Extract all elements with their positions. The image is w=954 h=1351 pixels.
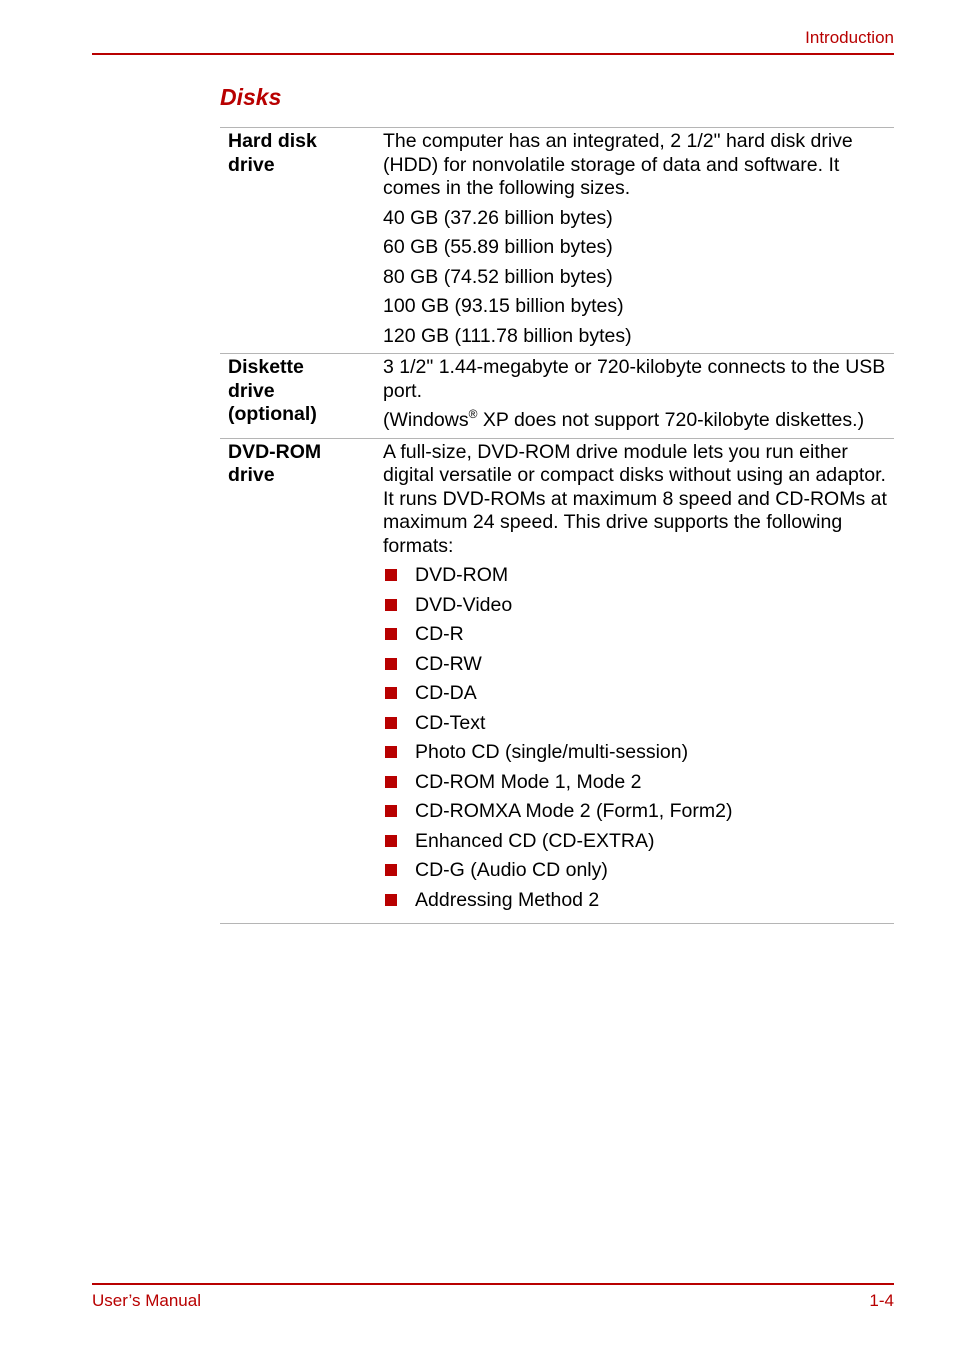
square-bullet-icon [385, 599, 397, 611]
list-item [383, 682, 894, 712]
square-bullet-icon [385, 835, 397, 847]
footer-rule [92, 1283, 894, 1285]
list-item-text: Enhanced CD (CD-EXTRA) [415, 829, 655, 852]
list-item [383, 623, 894, 653]
list-item-text: Addressing Method 2 [415, 888, 600, 911]
note-text: (Windows [383, 409, 469, 431]
row-label [220, 128, 383, 353]
list-item-text: CD-R [415, 623, 464, 645]
list-item [383, 859, 894, 889]
list-item [383, 771, 894, 801]
row-label-line: Hard disk [228, 130, 317, 152]
row-label-line: drive [228, 379, 275, 402]
note-text: XP does not support 720-kilobyte diskettes.) [477, 409, 865, 431]
list-item [383, 712, 894, 742]
list-item-text: Photo CD (single/multi-session) [415, 741, 689, 763]
row-label [220, 354, 383, 438]
description: A full-size, DVD-ROM drive module lets you run either digital versatile or compact disks without using an adaptor. It runs DVD-ROMs at maximum 8 speed and CD-ROMs at maximum 24 speed. This drive supports the following formats: [383, 440, 887, 557]
row-label-line: drive [228, 153, 275, 176]
size-option: 120 GB (111.78 billion bytes) [383, 324, 632, 347]
square-bullet-icon [385, 894, 397, 906]
square-bullet-icon [385, 776, 397, 788]
square-bullet-icon [385, 805, 397, 817]
description: The computer has an integrated, 2 1/2" hard disk drive (HDD) for nonvolatile storage of data and software. It comes in the following sizes. [383, 130, 853, 199]
list-item-text: DVD-Video [415, 593, 513, 616]
row-content [383, 439, 894, 924]
square-bullet-icon [385, 864, 397, 876]
description: 3 1/2" 1.44-megabyte or 720-kilobyte connects to the USB port. [383, 356, 886, 402]
manual-title: User’s Manual [92, 1291, 201, 1310]
square-bullet-icon [385, 746, 397, 758]
size-option: 60 GB (55.89 billion bytes) [383, 236, 613, 258]
table-row [220, 354, 894, 439]
row-label-line: (optional) [228, 403, 317, 425]
list-item [383, 594, 894, 624]
square-bullet-icon [385, 687, 397, 699]
size-option: 40 GB (37.26 billion bytes) [383, 206, 613, 229]
section-title: Disks [220, 84, 282, 110]
size-option: 100 GB (93.15 billion bytes) [383, 295, 624, 317]
running-header: Introduction [805, 28, 894, 47]
row-label-line: Diskette [228, 356, 304, 378]
list-item [383, 889, 894, 919]
row-label-line: drive [228, 464, 275, 486]
row-content [383, 354, 894, 438]
square-bullet-icon [385, 717, 397, 729]
list-item [383, 830, 894, 860]
list-item-text: CD-RW [415, 652, 482, 675]
windows-note [383, 409, 894, 433]
list-item [383, 564, 894, 594]
row-label [220, 439, 383, 924]
table-row [220, 128, 894, 354]
square-bullet-icon [385, 569, 397, 581]
table-row [220, 439, 894, 925]
disks-table [220, 127, 894, 924]
row-content [383, 128, 894, 353]
square-bullet-icon [385, 658, 397, 670]
list-item-text: CD-DA [415, 682, 477, 704]
list-item [383, 653, 894, 683]
square-bullet-icon [385, 628, 397, 640]
list-item-text: DVD-ROM [415, 564, 509, 586]
list-item [383, 800, 894, 830]
header-rule [92, 53, 894, 55]
format-list [383, 564, 894, 918]
row-label-line: DVD-ROM [228, 440, 322, 463]
list-item [383, 741, 894, 771]
list-item-text: CD-Text [415, 711, 486, 734]
size-option: 80 GB (74.52 billion bytes) [383, 265, 613, 288]
registered-mark: ® [468, 407, 478, 421]
list-item-text: CD-ROMXA Mode 2 (Form1, Form2) [415, 800, 733, 822]
list-item-text: CD-ROM Mode 1, Mode 2 [415, 770, 642, 793]
page-number: 1-4 [869, 1291, 894, 1310]
list-item-text: CD-G (Audio CD only) [415, 859, 608, 881]
